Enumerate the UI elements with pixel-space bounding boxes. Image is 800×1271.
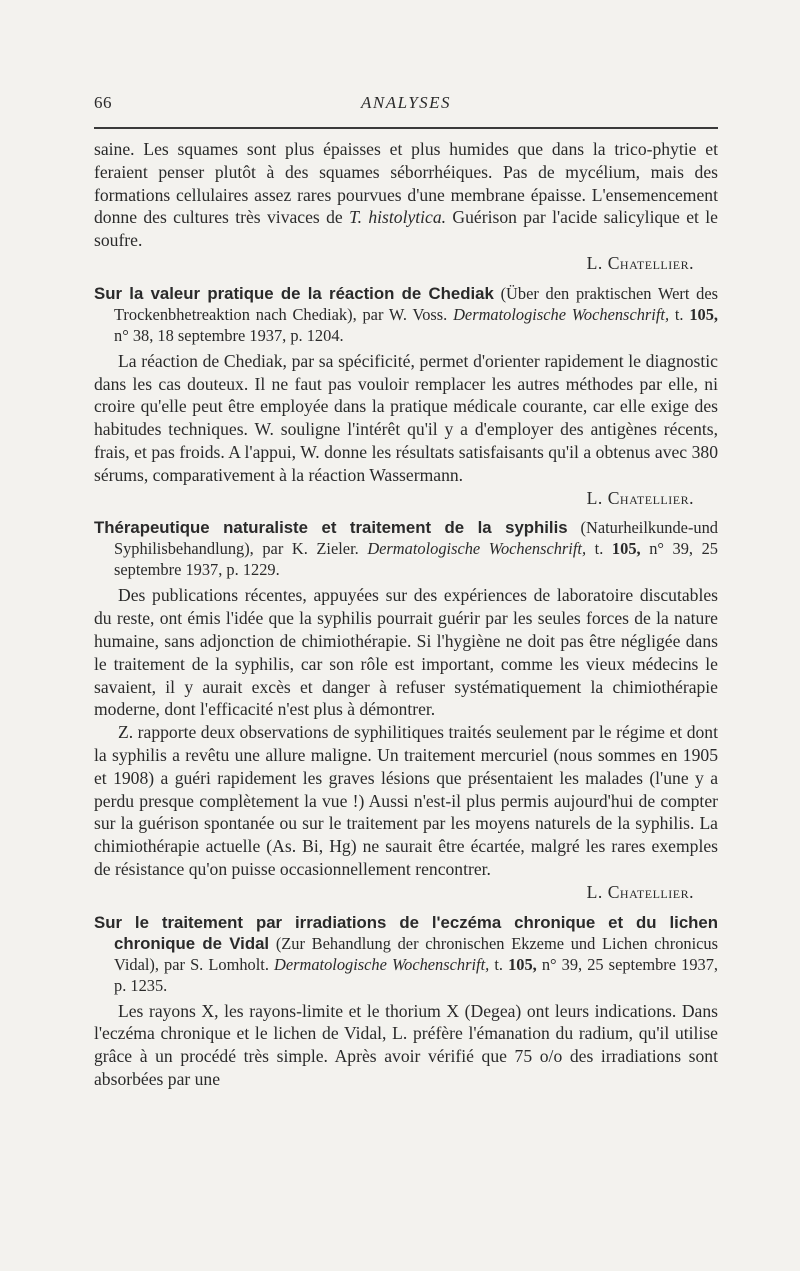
signature-text: L. Chatellier. (586, 881, 694, 902)
entry-volume: 105, (508, 954, 537, 974)
intro-text-a: saine. Les squames sont plus épaisses et plus humides que dans la trico-phytie et feraient penser plutôt à des squames séborrhéiques. Pas de mycélium, mais des formations cellulaires assez rares pourvues d'une membrane épaisse. L'ensemencement donne des cultures très vivaces de (94, 139, 718, 228)
entry-paragraph: Z. rapporte deux observations de syphilitiques traités seulement par le régime et dont la syphilis a revêtu une allure maligne. Un traitement mercuriel (nous sommes en 1905 et 1908) a guéri rapidement les graves lésions que présentaient les malades (l'une y a perdu presque complètement la vue !) Aussi n'est-il plus permis aujourd'hui de compter sur la guérison spontanée ou sur le traitement par les moyens naturels de la syphilis. La chimiothérapie actuelle (As. Bi, Hg) ne saurait être écartée, malgré les rares exemples de résistance qu'on puisse occasionnellement rencontrer. (94, 722, 718, 879)
entry-title-block (94, 517, 718, 580)
intro-paragraph (94, 138, 718, 252)
entry-journal: Dermatologische Wochenschrift, (367, 539, 587, 559)
signature-text: L. Chatellier. (586, 252, 694, 273)
entry-ref-b-pre: t. (586, 539, 612, 559)
entry-ref-b-post: n° 39, 25 septembre 1937, p. 1235. (114, 954, 718, 995)
entry-journal: Dermatologische Wochenschrift, (274, 954, 490, 974)
entry-ref-a: (Über den praktischen Wert des Trockenbhetreaktion nach Chediak), par W. Voss. (114, 283, 718, 324)
signature-text: L. Chatellier. (586, 487, 694, 508)
page-body (94, 138, 718, 1091)
entry-ref-b-pre: t. (489, 954, 509, 974)
intro-text-b: Guérison par l'acide salicylique et le soufre. (94, 207, 718, 251)
entry-volume: 105, (689, 304, 718, 324)
intro-signature (94, 252, 718, 275)
entry-ref-a: (Naturheilkunde-und Syphilisbehandlung), par K. Zieler. (114, 518, 718, 559)
page-header (94, 93, 718, 117)
entry-title-block (94, 912, 718, 996)
entry-volume: 105, (611, 539, 641, 559)
entry-paragraph: Des publications récentes, appuyées sur des expériences de laboratoire discutables du reste, ont émis l'idée que la syphilis pourrait guérir par les seules forces de la nature humaine, sans adjonction de chimiothérapie. Si l'hygiène ne doit pas être négligée dans le traitement de la syphilis, car son rôle est important, comme les vieux médecins le savaient, il y aurait excès et danger à refuser systématiquement la chimiothérapie moderne, dont l'efficacité n'est plus à démontrer. (94, 585, 718, 720)
entry-ref-b-post: n° 38, 18 septembre 1937, p. 1204. (114, 325, 344, 345)
entry-paragraph: La réaction de Chediak, par sa spécificité, permet d'orienter rapidement le diagnostic dans les cas douteux. Il ne faut pas vouloir remplacer les autres méthodes par elle, ni croire qu'elle peut être employée dans la pratique médicale courante, car elle exige des habitudes techniques. W. souligne l'intérêt qu'il y a d'employer des antigènes récents, frais, et pas froids. A l'appui, W. donne les résultats satisfaisants qu'il a obtenus avec 380 sérums, comparativement à la réaction Wassermann. (94, 350, 718, 485)
entry-ref-b-post: n° 39, 25 septembre 1937, p. 1229. (114, 539, 719, 580)
entry-ref-a: (Zur Behandlung der chronischen Ekzeme und Lichen chronicus Vidal), par S. Lomholt. (114, 933, 718, 974)
page-number: 66 (94, 93, 112, 112)
entry-paragraph: Les rayons X, les rayons-limite et le thorium X (Degea) ont leurs indications. Dans l'eczéma chronique et le lichen de Vidal, L. préfère l'émanation du radium, qu'il utilise grâce à un procédé très simple. Après avoir vérifié que 75 o/o des irradiations sont absorbées par une (94, 1000, 718, 1089)
running-head: ANALYSES (360, 93, 452, 112)
entry-ref-b-pre: t. (669, 304, 690, 324)
entry-title: Sur le traitement par irradiations de l'eczéma chronique et du lichen chronique de Vidal (94, 912, 718, 953)
entry-signature (94, 487, 718, 510)
entry-title: Sur la valeur pratique de la réaction de Chediak (94, 283, 494, 303)
intro-species: T. histolytica. (349, 207, 447, 228)
entry-title: Thérapeutique naturaliste et traitement de la syphilis (94, 518, 568, 538)
entry-signature (94, 881, 718, 904)
entry-title-block (94, 283, 718, 346)
header-rule (94, 127, 718, 129)
entry-journal: Dermatologische Wochenschrift, (453, 304, 670, 324)
